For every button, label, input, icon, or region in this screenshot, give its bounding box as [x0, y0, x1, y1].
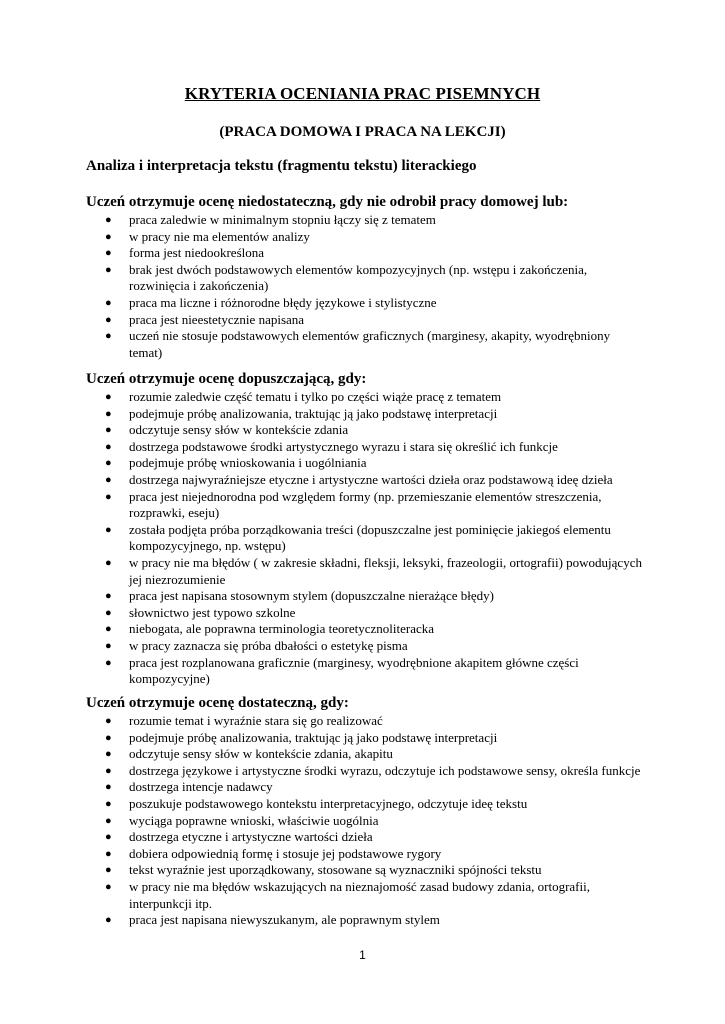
list-item: ● dostrzega najwyraźniejsze etyczne i artystyczne wartości dzieła oraz podstawową ideę dzieła	[105, 471, 613, 487]
criteria-list	[86, 212, 646, 361]
bullet-icon: ●	[105, 656, 112, 669]
list-item: ● praca jest rozplanowana graficznie (marginesy, wyodrębnione akapitem główne części kompozycyjne)	[105, 654, 579, 687]
bullet-icon: ●	[105, 230, 112, 243]
bullet-icon: ●	[105, 715, 112, 727]
list-item: ● niebogata, ale poprawna terminologia teoretycznoliteracka	[105, 621, 434, 637]
bullet-icon: ●	[105, 797, 112, 810]
list-item: ● dobiera odpowiednią formę i stosuje jej podstawowe rygory	[105, 845, 442, 861]
bullet-icon: ●	[105, 764, 112, 777]
bullet-icon: ●	[105, 391, 112, 403]
bullet-icon: ●	[105, 330, 112, 343]
list-item: ● podejmuje próbę analizowania, traktując ją jako podstawę interpretacji	[105, 405, 498, 421]
bullet-icon: ●	[105, 247, 112, 260]
list-item: ● podejmuje próbę analizowania, traktując ją jako podstawę interpretacji	[105, 729, 498, 745]
bullet-icon: ●	[105, 457, 112, 470]
list-item: ● rozumie temat i wyraźnie stara się go realizować	[105, 713, 383, 728]
bullet-icon: ●	[105, 814, 112, 827]
bullet-icon: ●	[105, 556, 112, 569]
list-item: ● praca jest napisana niewyszukanym, ale poprawnym stylem	[105, 912, 440, 928]
criteria-list	[86, 713, 646, 929]
bullet-icon: ●	[105, 847, 112, 860]
bullet-icon: ●	[105, 864, 112, 877]
bullet-icon: ●	[105, 623, 112, 636]
list-item: ● w pracy zaznacza się próba dbałości o estetykę pisma	[105, 637, 408, 653]
list-item: ● praca zaledwie w minimalnym stopniu łączy się z tematem	[105, 212, 436, 227]
list-item: ● w pracy nie ma błędów wskazujących na nieznajomość zasad budowy zdania, ortografii, interpunkcji itp.	[105, 878, 590, 911]
bullet-icon: ●	[105, 473, 112, 486]
grade-section-insufficient	[86, 192, 646, 361]
bullet-icon: ●	[105, 523, 112, 536]
list-item: ● w pracy nie ma elementów analizy	[105, 228, 310, 244]
section-heading: Uczeń otrzymuje ocenę niedostateczną, gdy nie odrobił pracy domowej lub:	[86, 194, 569, 210]
list-item: ● podejmuje próbę wnioskowania i uogólniania	[105, 455, 367, 471]
bullet-icon: ●	[105, 781, 112, 794]
list-item: ● została podjęta próba porządkowania treści (dopuszczalne jest pominięcie jakiegoś elementu kompozycyjnego, np. wstępu)	[105, 521, 611, 554]
bullet-icon: ●	[105, 606, 112, 619]
bullet-icon: ●	[105, 731, 112, 744]
list-item: ● rozumie zaledwie część tematu i tylko po części wiąże pracę z tematem	[105, 389, 502, 404]
list-item: ● praca jest napisana stosownym stylem (dopuszczalne nierażące błędy)	[105, 588, 494, 604]
list-item: ● dostrzega podstawowe środki artystycznego wyrazu i stara się określić ich funkcje	[105, 438, 558, 454]
list-item: ● odczytuje sensy słów w kontekście zdania, akapitu	[105, 746, 393, 762]
bullet-icon: ●	[105, 748, 112, 761]
bullet-icon: ●	[105, 440, 112, 453]
bullet-icon: ●	[105, 424, 112, 437]
list-item: ● praca jest nieestetycznie napisana	[105, 311, 305, 327]
document-title: KRYTERIA OCENIANIA PRAC PISEMNYCH	[184, 84, 541, 103]
list-item: ● dostrzega etyczne i artystyczne wartości dzieła	[105, 829, 373, 845]
grade-section-satisfactory	[86, 693, 646, 929]
list-item: ● w pracy nie ma błędów ( w zakresie składni, fleksji, leksyki, frazeologii, ortografii) powodujących jej niezrozumienie	[105, 554, 642, 587]
list-item: ● forma jest niedookreślona	[105, 245, 265, 261]
bullet-icon: ●	[105, 313, 112, 326]
list-item: ● brak jest dwóch podstawowych elementów kompozycyjnych (np. wstępu i zakończenia, rozwinięcia i zakończenia)	[105, 261, 588, 294]
bullet-icon: ●	[105, 296, 112, 309]
grade-section-sufficient	[86, 369, 646, 688]
document-subtitle: (PRACA DOMOWA I PRACA NA LEKCJI)	[219, 124, 506, 140]
list-item: ● wyciąga poprawne wnioski, właściwie uogólnia	[105, 812, 379, 828]
bullet-icon: ●	[105, 214, 112, 226]
list-item: ● praca ma liczne i różnorodne błędy językowe i stylistyczne	[105, 294, 437, 310]
list-item: ● dostrzega językowe i artystyczne środki wyrazu, odczytuje ich podstawowe sensy, określa funkcje	[105, 762, 641, 778]
bullet-icon: ●	[105, 831, 112, 844]
bullet-icon: ●	[105, 880, 112, 893]
list-item: ● poszukuje podstawowego kontekstu interpretacyjnego, odczytuje ideę tekstu	[105, 795, 528, 811]
bullet-icon: ●	[105, 407, 112, 420]
bullet-icon: ●	[105, 263, 112, 276]
list-item: ● uczeń nie stosuje podstawowych elementów graficznych (marginesy, akapity, wyodrębniony temat)	[105, 328, 611, 360]
list-item: ● tekst wyraźnie jest uporządkowany, stosowane są wyznaczniki spójności tekstu	[105, 862, 542, 878]
section-heading: Uczeń otrzymuje ocenę dostateczną, gdy:	[86, 695, 349, 711]
list-item: ● praca jest niejednorodna pod względem formy (np. przemieszanie elementów streszczenia, rozprawki, eseju)	[105, 488, 602, 521]
list-item: ● słownictwo jest typowo szkolne	[105, 604, 296, 620]
criteria-list	[86, 389, 646, 688]
bullet-icon: ●	[105, 914, 112, 927]
bullet-icon: ●	[105, 639, 112, 652]
bullet-icon: ●	[105, 490, 112, 503]
page-number: 1	[359, 948, 366, 962]
section-heading: Uczeń otrzymuje ocenę dopuszczającą, gdy:	[86, 371, 367, 387]
list-item: ● odczytuje sensy słów w kontekście zdania	[105, 422, 349, 438]
bullet-icon: ●	[105, 590, 112, 603]
topic-heading: Analiza i interpretacja tekstu (fragmentu tekstu) literackiego	[86, 158, 477, 174]
list-item: ● dostrzega intencje nadawcy	[105, 779, 273, 795]
